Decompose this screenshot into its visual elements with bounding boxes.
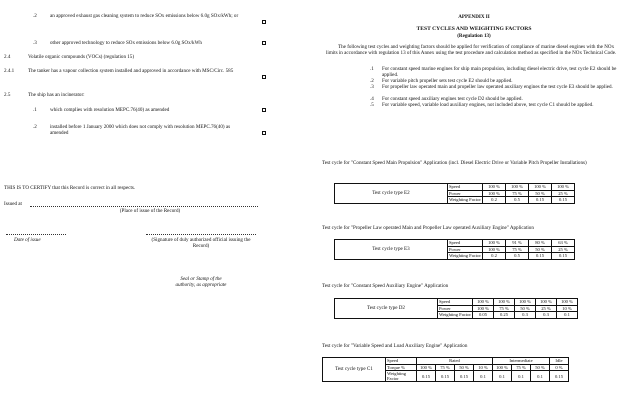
e3-cell: 75 % (506, 246, 529, 253)
e3-cell: 0.5 (506, 253, 529, 260)
e3-row-label: Power (448, 246, 483, 253)
item-2-5-1-number: .1 (33, 107, 37, 113)
list-item-text: For constant speed auxiliary engines test cycle D2 should be applied. (382, 96, 523, 102)
c1-row-label: Torque % (386, 364, 417, 371)
c1-cell: 0.1 (493, 371, 512, 382)
e3-cell: 50 % (529, 246, 552, 253)
d2-cell: 100 % (515, 299, 536, 306)
item-2-3-3-text: other approved technology to reduce SOx emissions below 6.0g SOx/kWh (50, 40, 202, 46)
c1-row-label: Weighting Factor (386, 371, 417, 382)
item-2-4-1-checkbox[interactable] (262, 75, 266, 79)
c1-cell: 0 % (550, 364, 569, 371)
e2-row-label: Power (448, 190, 483, 197)
e3-cell: 0.2 (483, 253, 506, 260)
e3-cell: 100 % (483, 246, 506, 253)
e2-cell: 100 % (483, 190, 506, 197)
c1-cell: 100 % (493, 364, 512, 371)
e3-cell: 0.15 (529, 253, 552, 260)
place-of-issue-caption: (Place of issue of the Record) (119, 208, 181, 214)
list-item-text: For variable speed, variable load auxiliary engines, not included above, test cycle C1 should be applied. (382, 102, 594, 108)
d2-cell: 10 % (557, 305, 578, 312)
c1-cell: 50 % (455, 364, 474, 371)
d2-cell: 25 % (536, 305, 557, 312)
c1-caption: Test cycle for "Variable Speed and Load Auxiliary Engine" Application (322, 343, 468, 349)
test-cycle-c1-table (322, 357, 569, 382)
item-2-4-1-text: The tanker has a vapour collection system installed and approved in accordance with MSC/Circ. 585 (28, 68, 234, 74)
test-cycle-e2-table (334, 183, 575, 204)
item-2-5-1-checkbox[interactable] (262, 108, 266, 112)
list-item-number: .5 (370, 102, 374, 108)
c1-group-intermediate: Intermediate (493, 358, 550, 365)
date-of-issue-line[interactable] (6, 234, 66, 235)
c1-speed-label: Speed (386, 358, 417, 365)
e3-row-label: Speed (448, 240, 483, 247)
d2-caption: Test cycle for "Constant Speed Auxiliary Engine" Application (322, 283, 449, 289)
e3-cell: 0.15 (552, 253, 575, 260)
c1-cell: 10 % (474, 364, 493, 371)
c1-cell: 0.1 (474, 371, 493, 382)
c1-cell: 0.1 (512, 371, 531, 382)
e2-cell: 0.5 (506, 197, 529, 204)
date-of-issue-caption: Date of issue (14, 237, 41, 243)
c1-cycle-name: Test cycle type C1 (323, 358, 386, 382)
e3-cell: 63 % (552, 240, 575, 247)
d2-cycle-name: Test cycle type D2 (335, 299, 438, 319)
d2-row-label: Speed (438, 299, 473, 306)
e2-cell: 75 % (506, 190, 529, 197)
signature-caption: (Signature of duly authorized official issuing the Record) (151, 237, 251, 249)
e3-cell: 80 % (529, 240, 552, 247)
d2-cell: 75 % (494, 305, 515, 312)
e2-cell: 25 % (552, 190, 575, 197)
main-title: TEST CYCLES AND WEIGHTING FACTORS (416, 26, 532, 32)
d2-cell: 100 % (536, 299, 557, 306)
c1-cell: 0.15 (550, 371, 569, 382)
item-2-3-2-number: .2 (33, 13, 37, 19)
list-item-text: For propeller law operated main and propeller law operated auxiliary engines the test cycle E3 should be applied. (382, 84, 613, 90)
d2-row-label: Power (438, 305, 473, 312)
c1-cell: 100 % (417, 364, 436, 371)
item-2-4-number: 2.4 (4, 54, 11, 60)
d2-cell: 0.25 (494, 312, 515, 319)
c1-cell: 75 % (436, 364, 455, 371)
test-cycle-e3-table (334, 239, 575, 260)
issued-at-label: Issued at (4, 201, 22, 207)
intro-paragraph: The following test cycles and weighting factors should be applied for verification of compliance of marine diesel engines with the NOx limits in accordance with regulation 13 of this Annex using the test procedure and calculation method as specified in the NOx Technical Code. (326, 44, 617, 56)
e2-cell: 100 % (529, 184, 552, 191)
d2-cell: 0.3 (515, 312, 536, 319)
e3-cell: 91 % (506, 240, 529, 247)
c1-cell: 0.15 (417, 371, 436, 382)
d2-cell: 100 % (473, 305, 494, 312)
item-2-5-2-number: .2 (33, 124, 37, 130)
d2-cell: 100 % (473, 299, 494, 306)
list-item-number: .3 (370, 84, 374, 90)
d2-cell: 0.3 (536, 312, 557, 319)
d2-cell: 50 % (515, 305, 536, 312)
item-2-5-1-text: which complies with resolution MEPC.76(40) as amended (50, 107, 170, 113)
c1-cell: 0.15 (455, 371, 474, 382)
item-2-5-2-checkbox[interactable] (262, 131, 266, 135)
e2-cell: 100 % (552, 184, 575, 191)
e3-caption: Test cycle for "Propeller Law operated Main and Propeller Law operated Auxiliary Engine" Application (322, 225, 534, 231)
regulation-subtitle: (Regulation 13) (457, 33, 491, 39)
e2-cycle-name: Test cycle type E2 (335, 184, 448, 204)
right-page (316, 0, 632, 402)
e3-row-label: Weighting Factor (449, 253, 481, 259)
list-item-number: .4 (370, 96, 374, 102)
certify-statement: THIS IS TO CERTIFY that this Record is correct in all respects. (4, 185, 136, 191)
seal-or-stamp: Seal or Stamp of the authority, as appropriate (175, 276, 227, 288)
list-item-number: .1 (370, 66, 374, 72)
item-2-5-number: 2.5 (4, 92, 11, 98)
e2-cell: 0.2 (483, 197, 506, 204)
item-2-3-3-number: .3 (33, 40, 37, 46)
e2-caption: Test cycle for "Constant Speed Main Propulsion" Application (incl. Diesel Electric Drive or Variable Pitch Propeller Installations) (322, 160, 587, 166)
d2-cell: 0.1 (557, 312, 578, 319)
test-cycle-d2-table (334, 298, 578, 319)
item-2-5-2-text: installed before 1 January 2000 which does not comply with resolution MEPC.76(40) as amended (50, 124, 231, 136)
e3-cycle-name: Test cycle type E3 (335, 240, 448, 260)
e2-cell: 50 % (529, 190, 552, 197)
e2-cell: 0.15 (552, 197, 575, 204)
list-item-text: For constant speed marine engines for ship main propulsion, including diesel electric drive, test cycle E2 should be applied. (382, 66, 617, 78)
d2-cell: 100 % (494, 299, 515, 306)
c1-group-rated: Rated (417, 358, 493, 365)
e3-cell: 25 % (552, 246, 575, 253)
item-2-3-3-checkbox[interactable] (262, 41, 266, 45)
e2-cell: 100 % (483, 184, 506, 191)
issued-at-line[interactable] (30, 206, 258, 207)
signature-line[interactable] (146, 234, 256, 235)
d2-cell: 0.05 (473, 312, 494, 319)
item-2-4-1-number: 2.4.1 (4, 68, 15, 74)
e2-row-label: Weighting Factor (449, 197, 481, 203)
list-item-text: For variable pitch propeller sets test cycle E2 should be applied. (382, 78, 513, 84)
c1-group-idle: Idle (550, 358, 569, 365)
e3-cell: 100 % (483, 240, 506, 247)
list-item-number: .2 (370, 78, 374, 84)
item-2-3-2-text: an approved exhaust gas cleaning system to reduce SOx emissions below 6.0g SOx/kWh; or (50, 13, 239, 19)
item-2-3-2-checkbox[interactable] (262, 20, 266, 24)
item-2-5-text: The ship has an incinerator: (28, 92, 85, 98)
c1-cell: 75 % (512, 364, 531, 371)
appendix-title: APPENDIX II (458, 14, 490, 20)
c1-cell: 0.1 (531, 371, 550, 382)
e2-cell: 100 % (506, 184, 529, 191)
c1-cell: 0.15 (436, 371, 455, 382)
d2-cell: 100 % (557, 299, 578, 306)
e2-row-label: Speed (448, 184, 483, 191)
c1-cell: 50 % (531, 364, 550, 371)
d2-row-label: Weighting Factor (439, 312, 471, 318)
item-2-4-text: Volatile organic compounds (VOCs) (regulation 15) (28, 54, 135, 60)
e2-cell: 0.15 (529, 197, 552, 204)
